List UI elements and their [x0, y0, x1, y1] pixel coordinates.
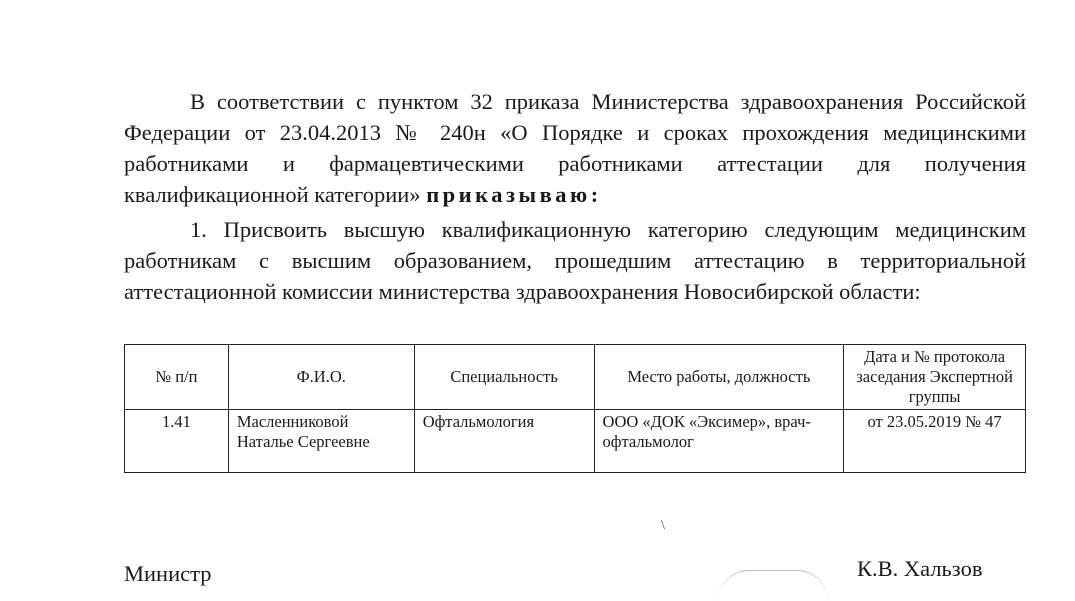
staff-table [124, 344, 1026, 473]
item-1-text: 1. Присвоить высшую квалификационную категорию следующим медицинским работникам с высшим образованием, прошедшим аттестацию в территориальной аттестационной комиссии министерства здравоохранения Новосибирской области: [124, 217, 1026, 304]
header-number: № п/п [125, 345, 229, 410]
order-preamble [124, 86, 1026, 210]
signature-position: Министр [124, 561, 212, 586]
table-row [125, 410, 1026, 473]
row-fio: Масленниковой Наталье Сергеевне [228, 410, 414, 473]
signature-name: К.В. Хальзов [857, 556, 983, 581]
header-specialty: Специальность [414, 345, 594, 410]
header-protocol: Дата и № протокола заседания Экспертной группы [844, 345, 1026, 410]
row-number: 1.41 [125, 410, 229, 473]
header-workplace: Место работы, должность [594, 345, 844, 410]
order-item-1 [124, 214, 1026, 307]
order-keyword: приказываю: [426, 182, 602, 207]
row-specialty: Офтальмология [414, 410, 594, 473]
preamble-text: В соответствии с пунктом 32 приказа Министерства здравоохранения Российской Федерации от 23.04.2013 № 240н «О Порядке и сроках прохождения медицинскими работниками и фармацевтическими работниками аттестации для получения квалификационной категории» [124, 89, 1026, 207]
row-workplace: ООО «ДОК «Эксимер», врач-офтальмолог [594, 410, 844, 473]
row-protocol: от 23.05.2019 № 47 [844, 410, 1026, 473]
table-header-row [125, 345, 1026, 410]
stamp-mark [718, 570, 828, 601]
header-fio: Ф.И.О. [228, 345, 414, 410]
pen-mark: \ [661, 518, 665, 533]
